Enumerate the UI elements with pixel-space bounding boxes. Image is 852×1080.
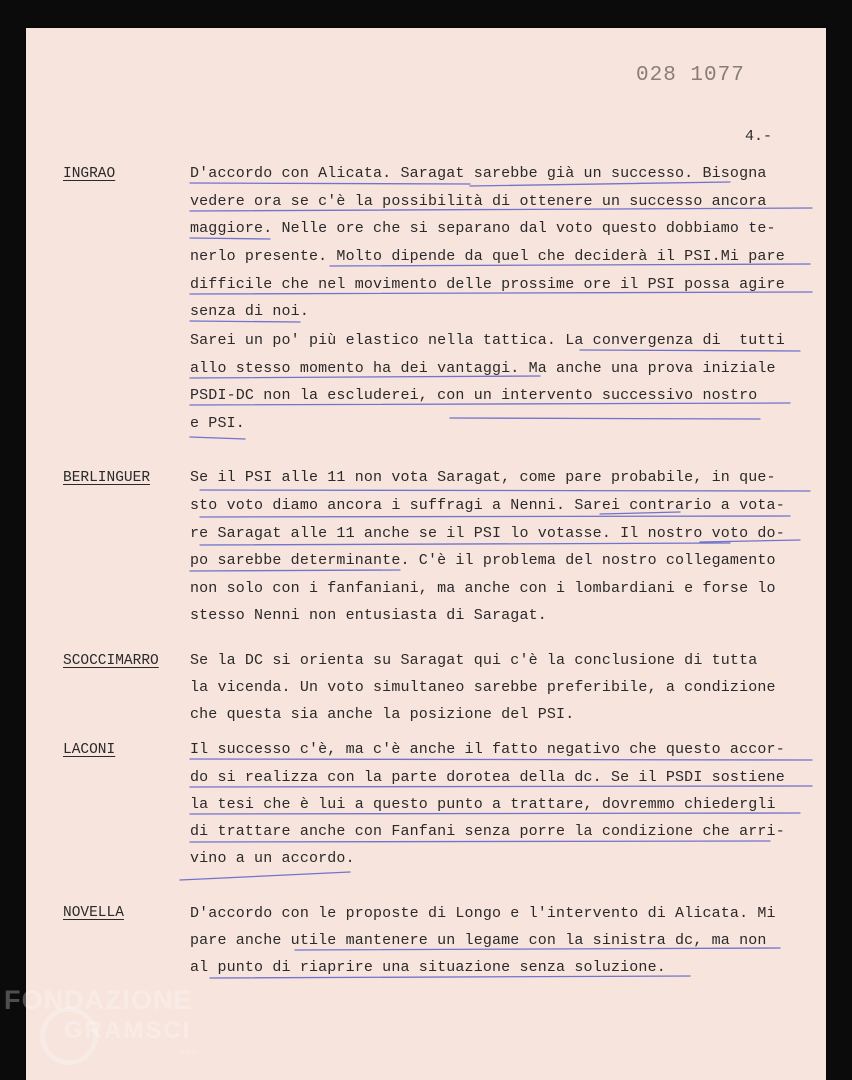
- page-number: 4.-: [745, 128, 773, 145]
- speaker-laconi: LACONI: [63, 742, 116, 758]
- text-line: senza di noi.: [190, 303, 309, 320]
- underline-mark: [190, 437, 245, 439]
- text-line: che questa sia anche la posizione del PSI.: [190, 706, 575, 723]
- text-line: nerlo presente. Molto dipende da quel che deciderà il PSI.Mi pare: [190, 248, 785, 265]
- underline-mark: [190, 321, 300, 322]
- text-line: Se il PSI alle 11 non vota Saragat, come pare probabile, in que-: [190, 469, 776, 486]
- text-line: difficile che nel movimento delle prossime ore il PSI possa agire: [190, 276, 785, 293]
- underline-mark: [190, 813, 800, 814]
- text-line: al punto di riaprire una situazione senza soluzione.: [190, 959, 666, 976]
- watermark-logo-text-line-3: onlus: [178, 1047, 198, 1056]
- text-line: vino a un accordo.: [190, 850, 355, 867]
- underline-mark: [330, 264, 810, 266]
- underline-mark: [190, 570, 400, 571]
- text-line: non solo con i fanfaniani, ma anche con i lombardiani e forse lo: [190, 580, 776, 597]
- underline-mark: [190, 403, 790, 419]
- underline-mark: [190, 182, 730, 186]
- underline-strokes: [180, 182, 812, 978]
- underline-mark: [200, 490, 810, 491]
- text-line: Il successo c'è, ma c'è anche il fatto negativo che questo accor-: [190, 741, 785, 758]
- underline-mark: [295, 948, 780, 950]
- text-line: e PSI.: [190, 415, 245, 432]
- archive-stamp-number: 028 1077: [636, 64, 745, 87]
- underline-mark: [190, 376, 540, 378]
- text-line: di trattare anche con Fanfani senza porre la condizione che arri-: [190, 823, 785, 840]
- underline-mark: [190, 292, 812, 294]
- speaker-berlinguer: BERLINGUER: [63, 470, 151, 486]
- underline-mark: [190, 208, 812, 211]
- speaker-novella: NOVELLA: [63, 905, 124, 921]
- underline-mark: [190, 759, 812, 760]
- text-line: la tesi che è lui a questo punto a trattare, dovremmo chiedergli: [190, 796, 776, 813]
- underline-mark: [190, 786, 812, 787]
- text-line: la vicenda. Un voto simultaneo sarebbe preferibile, a condizione: [190, 679, 776, 696]
- speaker-ingrao: INGRAO: [63, 166, 116, 182]
- underline-mark: [210, 976, 690, 978]
- text-line: D'accordo con le proposte di Longo e l'intervento di Alicata. Mi: [190, 905, 776, 922]
- text-line: vedere ora se c'è la possibilità di ottenere un successo ancora: [190, 193, 767, 210]
- text-line: pare anche utile mantenere un legame con la sinistra dc, ma non: [190, 932, 767, 949]
- text-line: Se la DC si orienta su Saragat qui c'è la conclusione di tutta: [190, 652, 758, 669]
- text-line: maggiore. Nelle ore che si separano dal voto questo dobbiamo te-: [190, 220, 776, 237]
- text-line: do si realizza con la parte dorotea della dc. Se il PSDI sostiene: [190, 769, 785, 786]
- text-line: Sarei un po' più elastico nella tattica. La convergenza di tutti: [190, 332, 785, 349]
- watermark-logo-text-line-1: FONDAZIONE: [4, 985, 193, 1015]
- text-line: stesso Nenni non entusiasta di Saragat.: [190, 607, 547, 624]
- text-line: PSDI-DC non la escluderei, con un intervento successivo nostro: [190, 387, 758, 404]
- text-line: allo stesso momento ha dei vantaggi. Ma anche una prova iniziale: [190, 360, 776, 377]
- underline-mark: [580, 350, 800, 351]
- text-line: D'accordo con Alicata. Saragat sarebbe già un successo. Bisogna: [190, 165, 767, 182]
- text-line: sto voto diamo ancora i suffragi a Nenni. Sarei contrario a vota-: [190, 497, 785, 514]
- underline-mark: [190, 238, 270, 239]
- underline-mark: [180, 872, 350, 880]
- text-line: re Saragat alle 11 anche se il PSI lo votasse. Il nostro voto do-: [190, 525, 785, 542]
- watermark-logo-text-line-2: GRAMSCI: [64, 1017, 192, 1044]
- underline-mark: [190, 841, 770, 842]
- text-line: po sarebbe determinante. C'è il problema del nostro collegamento: [190, 552, 776, 569]
- underline-mark: [200, 516, 790, 517]
- speaker-scoccimarro: SCOCCIMARRO: [63, 653, 159, 669]
